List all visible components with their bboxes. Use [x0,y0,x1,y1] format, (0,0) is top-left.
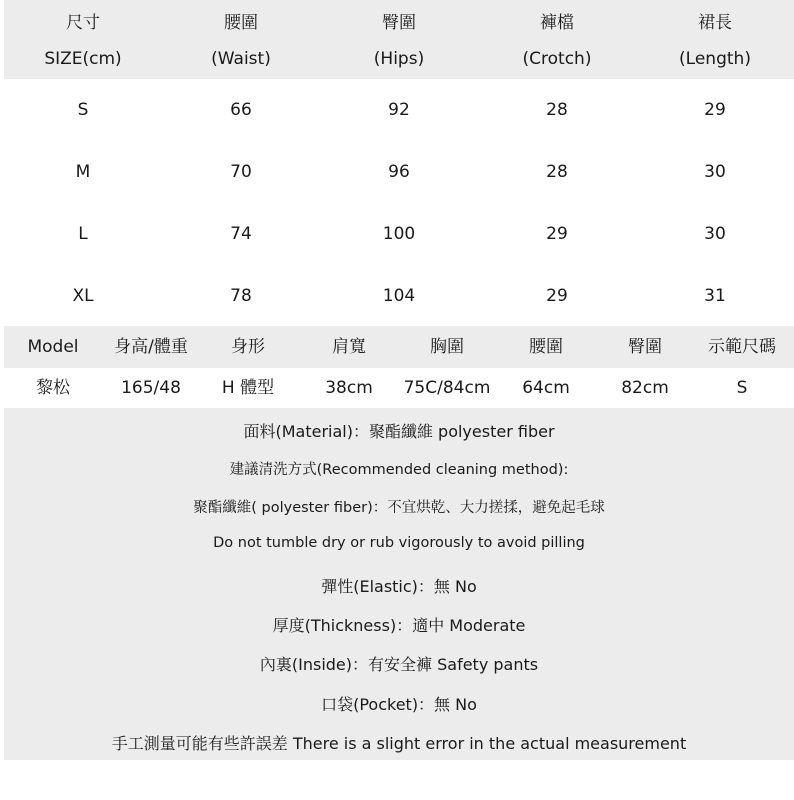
header-hips: 臀圍 [628,337,662,357]
cell-hips: 104 [382,286,416,306]
header-waist-en: (Waist) [211,49,271,69]
header-chest: 胸圍 [430,337,464,357]
product-info-panel [4,408,794,760]
cell-crotch: 29 [546,224,568,244]
cell-chest: 75C/84cm [403,378,491,398]
cell-size: S [77,100,89,120]
model-table [4,326,794,408]
header-length-zh: 裙長 [698,13,732,33]
header-demo-size: 示範尺碼 [708,337,776,357]
model-table-header [4,326,794,368]
header-shoulder: 肩寬 [332,337,366,357]
header-waist: 腰圍 [529,337,563,357]
cell-height-weight: 165/48 [121,378,181,398]
cell-shoulder: 38cm [325,378,373,398]
cleaning-instructions-en: Do not tumble dry or rub vigorously to avoid pilling [213,535,585,551]
cell-model-name: 黎松 [36,378,70,398]
material-text: 面料(Material)：聚酯纖維 polyester fiber [243,422,555,441]
thickness-text: 厚度(Thickness)：適中 Moderate [272,616,526,635]
header-size-en: SIZE(cm) [44,49,122,69]
cell-hips: 92 [388,100,410,120]
cell-length: 29 [704,100,726,120]
cell-body-shape: H 體型 [221,378,275,398]
cell-length: 30 [704,162,726,182]
header-height-weight: 身高/體重 [114,337,188,357]
header-crotch-en: (Crotch) [522,49,592,69]
cell-waist: 70 [230,162,252,182]
cell-hips: 82cm [621,378,669,398]
pocket-text: 口袋(Pocket)：無 No [321,695,477,714]
measurement-note: 手工測量可能有些許誤差 There is a slight error in the actual measurement [111,734,687,753]
header-hips-zh: 臀圍 [382,13,416,33]
header-waist-zh: 腰圍 [224,13,258,33]
cell-length: 30 [704,224,726,244]
cell-crotch: 28 [546,162,568,182]
table-row [4,141,794,203]
header-model: Model [27,337,79,357]
cell-waist: 74 [230,224,252,244]
table-row [4,79,794,141]
table-row [4,368,794,408]
cell-waist: 78 [230,286,252,306]
cell-demo-size: S [736,378,748,398]
cleaning-title: 建議清洗方式(Recommended cleaning method): [229,462,569,478]
cell-size: XL [72,286,94,306]
cell-hips: 96 [388,162,410,182]
cell-crotch: 28 [546,100,568,120]
header-hips-en: (Hips) [373,49,425,69]
table-row [4,203,794,265]
cleaning-instructions-zh: 聚酯纖維( polyester fiber)：不宜烘乾、大力搓揉，避免起毛球 [193,500,605,516]
cell-size: L [78,224,88,244]
inside-text: 內裏(Inside)：有安全褲 Safety pants [259,655,539,674]
cell-length: 31 [704,286,726,306]
elastic-text: 彈性(Elastic)：無 No [321,577,477,596]
cell-size: M [75,162,91,182]
header-body-shape: 身形 [231,337,265,357]
header-crotch-zh: 褲檔 [540,13,574,33]
cell-hips: 100 [382,224,416,244]
size-table-header [4,0,794,79]
size-table [4,0,794,327]
header-size-zh: 尺寸 [66,13,100,33]
cell-waist: 64cm [522,378,570,398]
header-length-en: (Length) [679,49,751,69]
cell-crotch: 29 [546,286,568,306]
table-row [4,265,794,327]
cell-waist: 66 [230,100,252,120]
